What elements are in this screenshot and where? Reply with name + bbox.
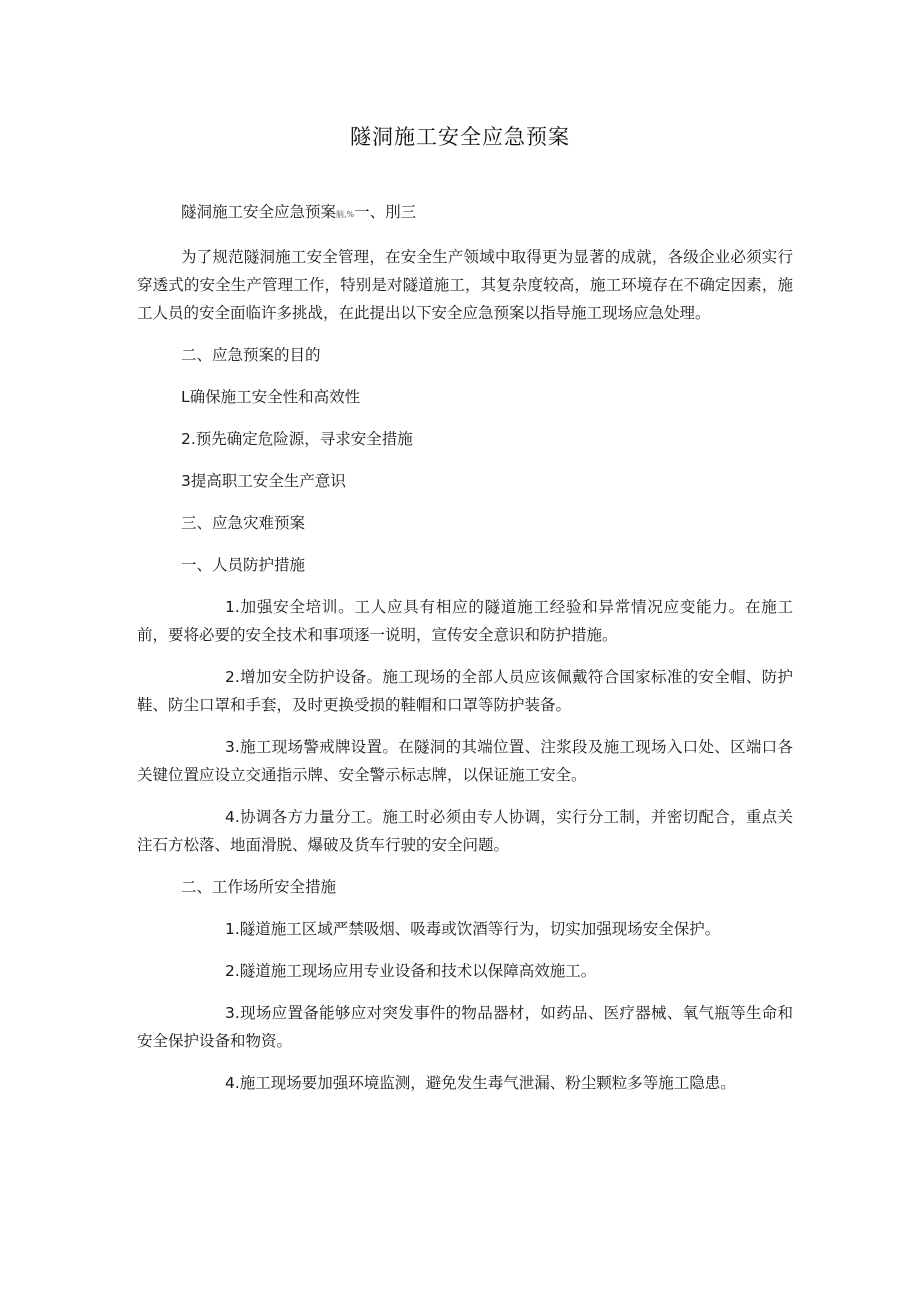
- item-number: 2: [225, 668, 235, 686]
- item-text: .隧道施工现场应用专业设备和技术以保障高效施工。: [234, 962, 597, 980]
- section-heading-disaster-plan: 三、应急灾难预案: [181, 514, 306, 532]
- workplace-item: [137, 915, 793, 943]
- subsection-heading-personnel: 一、人员防护措施: [181, 556, 306, 574]
- intro-heading-main: 隧洞施工安全应急预案: [181, 203, 337, 221]
- personnel-item: [137, 733, 793, 789]
- item-number: 3: [225, 1004, 235, 1022]
- personnel-item: [137, 593, 793, 649]
- intro-heading: [137, 198, 793, 229]
- purpose-item: L确保施工安全性和高效性: [181, 388, 361, 406]
- intro-heading-small: 脑,%: [336, 210, 355, 219]
- section-heading-purpose: 二、应急预案的目的: [181, 346, 321, 364]
- page-title: 隧洞施工安全应急预案: [350, 125, 570, 149]
- document-body: [137, 198, 793, 1111]
- item-text: .现场应置备能够应对突发事件的物品器材，如药品、医疗器械、氧气瓶等生命和安全保护设备和物资。: [137, 1004, 793, 1050]
- item-text: .施工现场要加强环境监测，避免发生毒气泄漏、粉尘颗粒多等施工隐患。: [234, 1074, 736, 1092]
- purpose-item: 3提高职工安全生产意识: [181, 472, 346, 490]
- item-number: 1: [225, 920, 235, 938]
- item-text: .协调各方力量分工。施工时必须由专人协调，实行分工制，并密切配合，重点关注石方松落、地面滑脱、爆破及货车行驶的安全问题。: [137, 808, 793, 854]
- workplace-item: [137, 1069, 793, 1097]
- workplace-item: [137, 957, 793, 985]
- item-number: 4: [225, 808, 235, 826]
- subsection-heading-workplace: 二、工作场所安全措施: [181, 878, 337, 896]
- item-text: .隧道施工区域严禁吸烟、吸毒或饮酒等行为，切实加强现场安全保护。: [234, 920, 721, 938]
- intro-paragraph: 为了规范隧洞施工安全管理，在安全生产领域中取得更为显著的成就，各级企业必须实行穿透式的安全生产管理工作，特别是对隧道施工，其复杂度较高，施工环境存在不确定因素，施工人员的安全面临许多挑战，在此提出以下安全应急预案以指导施工现场应急处理。: [137, 248, 793, 322]
- personnel-item: [137, 803, 793, 859]
- intro-heading-tail: 一、刖三: [354, 203, 417, 221]
- workplace-item: [137, 999, 793, 1055]
- item-text: .施工现场警戒牌设置。在隧洞的其端位置、注浆段及施工现场入口处、区端口各关键位置应设立交通指示牌、安全警示标志牌，以保证施工安全。: [137, 738, 793, 784]
- item-number: 1: [225, 598, 235, 616]
- purpose-item: 2.预先确定危险源，寻求安全措施: [181, 430, 413, 448]
- item-number: 2: [225, 962, 235, 980]
- personnel-item: [137, 663, 793, 719]
- item-text: .增加安全防护设备。施工现场的全部人员应该佩戴符合国家标准的安全帽、防护鞋、防尘口罩和手套，及时更换受损的鞋帽和口罩等防护装备。: [137, 668, 793, 714]
- item-number: 4: [225, 1074, 235, 1092]
- item-number: 3: [225, 738, 235, 756]
- item-text: .加强安全培训。工人应具有相应的隧道施工经验和异常情况应变能力。在施工前，要将必要的安全技术和事项逐一说明，宣传安全意识和防护措施。: [137, 598, 793, 644]
